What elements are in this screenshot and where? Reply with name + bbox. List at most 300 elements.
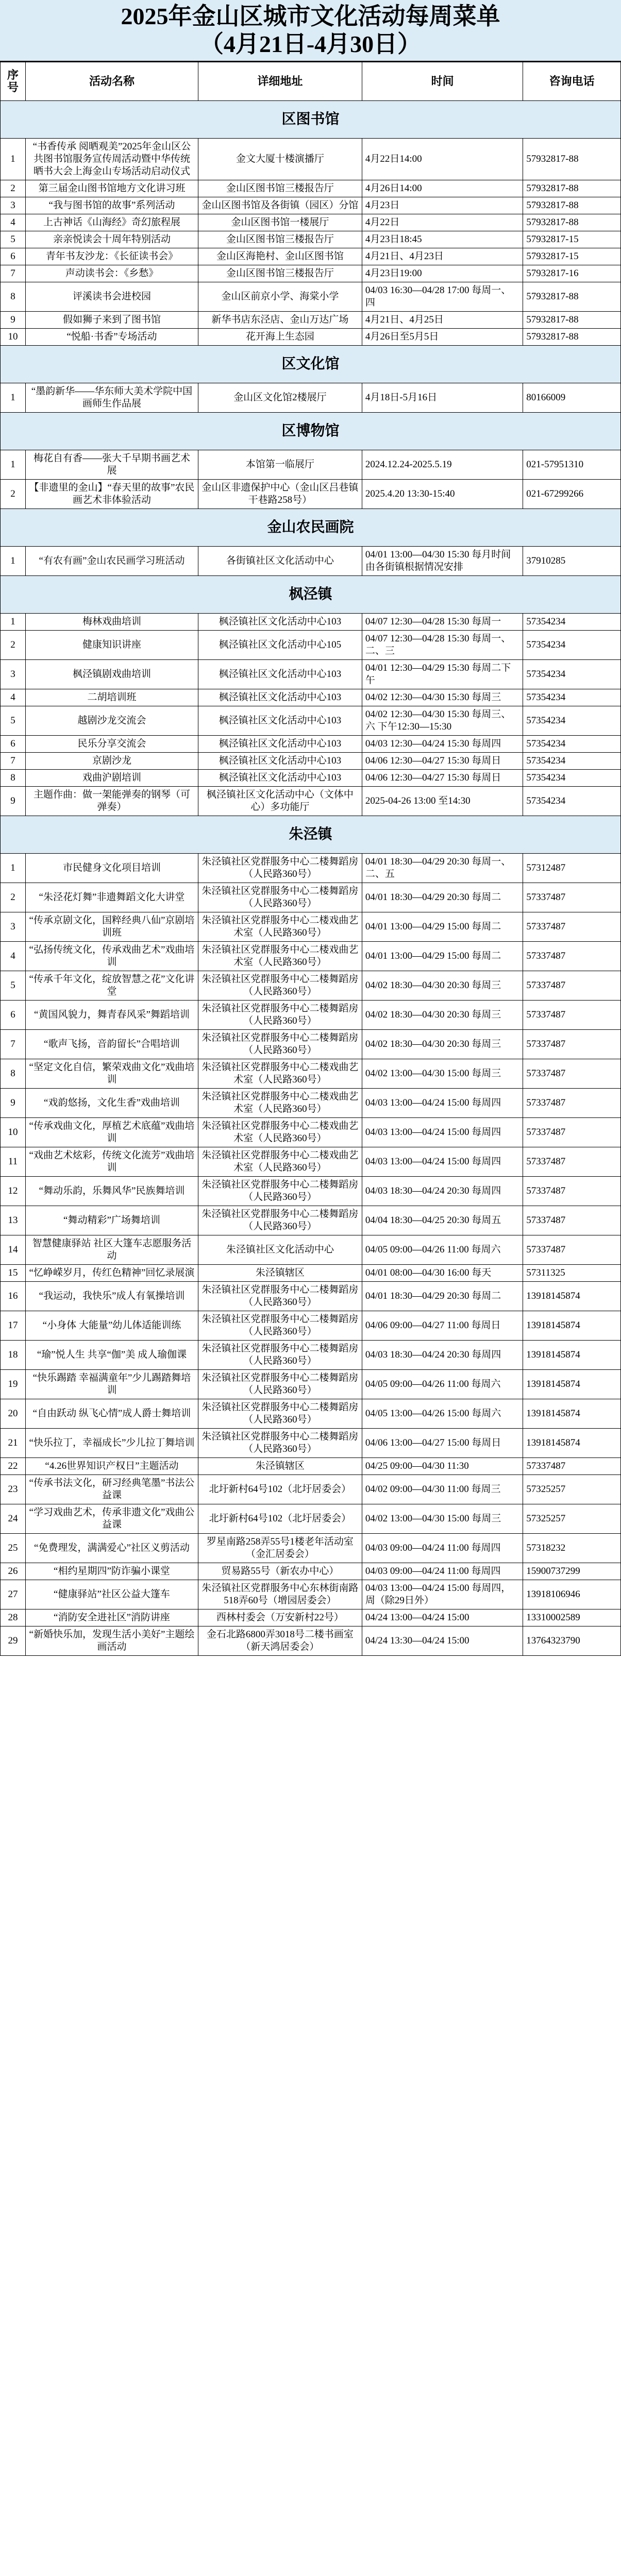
cell-number: 8 bbox=[1, 1059, 26, 1089]
cell-time: 04/24 13:30—04/24 15:00 bbox=[362, 1626, 523, 1656]
cell-activity-name: 青年书友沙龙：《长征读书会》 bbox=[26, 248, 198, 265]
cell-number: 1 bbox=[1, 854, 26, 883]
cell-number: 11 bbox=[1, 1147, 26, 1177]
cell-phone: 57337487 bbox=[523, 1030, 621, 1059]
cell-phone: 57337487 bbox=[523, 1059, 621, 1089]
cell-number: 19 bbox=[1, 1370, 26, 1399]
cell-time: 04/07 12:30—04/28 15:30 每周一、二、三 bbox=[362, 631, 523, 660]
cell-phone: 57325257 bbox=[523, 1475, 621, 1504]
table-row bbox=[1, 1282, 621, 1311]
cell-time: 04/01 18:30—04/29 20:30 每周二 bbox=[362, 1282, 523, 1311]
cell-phone: 57354234 bbox=[523, 736, 621, 753]
cell-address: 朱泾镇社区党群服务中心二楼舞蹈房（人民路360号） bbox=[198, 1399, 362, 1429]
cell-time: 4月22日14:00 bbox=[362, 139, 523, 180]
cell-phone: 13918145874 bbox=[523, 1311, 621, 1341]
title-line-2: （4月21日-4月30日） bbox=[199, 31, 422, 57]
cell-activity-name: “舞动精彩”广场舞培训 bbox=[26, 1206, 198, 1235]
cell-time: 04/03 18:30—04/24 20:30 每周四 bbox=[362, 1177, 523, 1206]
cell-phone: 57932817-88 bbox=[523, 180, 621, 197]
table-row bbox=[1, 383, 621, 413]
cell-activity-name: “传承京剧文化，国粹经典八仙”京剧培训班 bbox=[26, 912, 198, 942]
cell-address: 西林村委会（万安新村22号） bbox=[198, 1609, 362, 1626]
cell-phone: 57932817-88 bbox=[523, 214, 621, 231]
activity-table bbox=[0, 62, 621, 1656]
cell-phone: 57337487 bbox=[523, 1089, 621, 1118]
section-header-row bbox=[1, 816, 621, 854]
cell-number: 4 bbox=[1, 689, 26, 706]
cell-time: 04/04 18:30—04/25 20:30 每周五 bbox=[362, 1206, 523, 1235]
cell-phone: 57932817-88 bbox=[523, 312, 621, 329]
cell-number: 8 bbox=[1, 770, 26, 787]
table-row bbox=[1, 736, 621, 753]
cell-phone: 57337487 bbox=[523, 1177, 621, 1206]
cell-number: 3 bbox=[1, 660, 26, 689]
cell-address: 金山区图书馆三楼报告厅 bbox=[198, 231, 362, 248]
cell-address: 朱泾镇社区党群服务中心二楼戏曲艺术室（人民路360号） bbox=[198, 1147, 362, 1177]
cell-address: 枫泾镇社区文化活动中心103 bbox=[198, 689, 362, 706]
cell-phone: 13918145874 bbox=[523, 1341, 621, 1370]
cell-address: 金石北路6800弄3018号二楼书画室（新天鸿居委会） bbox=[198, 1626, 362, 1656]
cell-number: 6 bbox=[1, 248, 26, 265]
cell-number: 2 bbox=[1, 631, 26, 660]
table-row bbox=[1, 1118, 621, 1147]
table-row bbox=[1, 214, 621, 231]
cell-phone: 57337487 bbox=[523, 1118, 621, 1147]
cell-time: 2025.4.20 13:30-15:40 bbox=[362, 480, 523, 509]
cell-time: 04/01 18:30—04/29 20:30 每周一、二、五 bbox=[362, 854, 523, 883]
cell-phone: 57932817-15 bbox=[523, 231, 621, 248]
cell-time: 04/02 09:00—04/30 11:00 每周三 bbox=[362, 1475, 523, 1504]
cell-time: 04/02 18:30—04/30 20:30 每周三 bbox=[362, 971, 523, 1001]
cell-activity-name: 健康知识讲座 bbox=[26, 631, 198, 660]
table-row bbox=[1, 631, 621, 660]
cell-phone: 57337487 bbox=[523, 1206, 621, 1235]
cell-address: 朱泾镇社区党群服务中心二楼舞蹈房（人民路360号） bbox=[198, 1370, 362, 1399]
table-row bbox=[1, 1265, 621, 1282]
cell-time: 04/02 13:00—04/30 15:00 每周三 bbox=[362, 1059, 523, 1089]
cell-phone: 80166009 bbox=[523, 383, 621, 413]
cell-phone: 57318232 bbox=[523, 1534, 621, 1563]
cell-phone: 13918106946 bbox=[523, 1580, 621, 1609]
cell-phone: 57325257 bbox=[523, 1504, 621, 1534]
cell-phone: 13918145874 bbox=[523, 1370, 621, 1399]
cell-number: 3 bbox=[1, 912, 26, 942]
cell-time: 4月22日 bbox=[362, 214, 523, 231]
cell-phone: 57311325 bbox=[523, 1265, 621, 1282]
title-line-1: 2025年金山区城市文化活动每周菜单 bbox=[121, 3, 500, 29]
table-row bbox=[1, 787, 621, 816]
cell-address: 金山区图书馆三楼报告厅 bbox=[198, 180, 362, 197]
cell-time: 04/03 12:30—04/24 15:30 每周四 bbox=[362, 736, 523, 753]
cell-number: 26 bbox=[1, 1563, 26, 1580]
table-row bbox=[1, 1059, 621, 1089]
cell-address: 朱泾镇社区党群服务中心二楼舞蹈房（人民路360号） bbox=[198, 1311, 362, 1341]
table-body bbox=[1, 101, 621, 1656]
cell-address: 金山区图书馆一楼展厅 bbox=[198, 214, 362, 231]
section-title: 枫泾镇 bbox=[1, 576, 621, 614]
cell-activity-name: “朱泾花灯舞”非遗舞蹈文化大讲堂 bbox=[26, 883, 198, 912]
cell-phone: 57932817-88 bbox=[523, 282, 621, 312]
cell-address: 朱泾镇社区党群服务中心二楼舞蹈房（人民路360号） bbox=[198, 1030, 362, 1059]
table-row bbox=[1, 1030, 621, 1059]
cell-address: 金山区前京小学、海棠小学 bbox=[198, 282, 362, 312]
cell-phone: 021-67299266 bbox=[523, 480, 621, 509]
table-row bbox=[1, 1626, 621, 1656]
cell-address: 花开海上生态园 bbox=[198, 329, 362, 346]
cell-time: 04/01 18:30—04/29 20:30 每周二 bbox=[362, 883, 523, 912]
section-title: 金山农民画院 bbox=[1, 509, 621, 547]
cell-time: 4月23日 bbox=[362, 197, 523, 214]
table-row bbox=[1, 770, 621, 787]
cell-time: 04/03 09:00—04/24 11:00 每周四 bbox=[362, 1563, 523, 1580]
table-row bbox=[1, 942, 621, 971]
cell-time: 04/01 13:00—04/30 15:30 每月时间由各街镇根据情况安排 bbox=[362, 547, 523, 576]
cell-address: 金文大厦十楼演播厅 bbox=[198, 139, 362, 180]
cell-number: 8 bbox=[1, 282, 26, 312]
table-row bbox=[1, 614, 621, 631]
cell-number: 2 bbox=[1, 883, 26, 912]
table-row bbox=[1, 450, 621, 480]
cell-address: 北圩新村64号102（北圩居委会） bbox=[198, 1504, 362, 1534]
cell-time: 04/01 08:00—04/30 16:00 每天 bbox=[362, 1265, 523, 1282]
table-row bbox=[1, 971, 621, 1001]
cell-time: 04/01 12:30—04/29 15:30 每周二下午 bbox=[362, 660, 523, 689]
table-row bbox=[1, 282, 621, 312]
cell-time: 04/02 12:30—04/30 15:30 每周三 bbox=[362, 689, 523, 706]
cell-phone: 57354234 bbox=[523, 753, 621, 770]
cell-number: 6 bbox=[1, 736, 26, 753]
cell-number: 27 bbox=[1, 1580, 26, 1609]
table-row bbox=[1, 231, 621, 248]
cell-activity-name: “歌声飞扬，音韵留长”合唱培训 bbox=[26, 1030, 198, 1059]
cell-activity-name: “相约星期四”防诈骗小课堂 bbox=[26, 1563, 198, 1580]
cell-activity-name: 智慧健康驿站 社区大篷车志愿服务活动 bbox=[26, 1235, 198, 1265]
cell-activity-name: “4.26世界知识产权日”主题活动 bbox=[26, 1458, 198, 1475]
cell-activity-name: 市民健身文化项目培训 bbox=[26, 854, 198, 883]
cell-address: 枫泾镇社区文化活动中心103 bbox=[198, 660, 362, 689]
table-row bbox=[1, 854, 621, 883]
cell-number: 7 bbox=[1, 1030, 26, 1059]
cell-number: 1 bbox=[1, 383, 26, 413]
cell-address: 朱泾镇社区党群服务中心东林街南路518弄60号（增园居委会） bbox=[198, 1580, 362, 1609]
cell-phone: 57337487 bbox=[523, 942, 621, 971]
cell-time: 2025-04-26 13:00 至14:30 bbox=[362, 787, 523, 816]
cell-activity-name: 越剧沙龙交流会 bbox=[26, 706, 198, 736]
table-row bbox=[1, 1311, 621, 1341]
cell-phone: 57354234 bbox=[523, 770, 621, 787]
cell-number: 1 bbox=[1, 614, 26, 631]
cell-time: 4月23日18:45 bbox=[362, 231, 523, 248]
cell-phone: 13918145874 bbox=[523, 1282, 621, 1311]
cell-number: 9 bbox=[1, 1089, 26, 1118]
cell-activity-name: 假如狮子来到了图书馆 bbox=[26, 312, 198, 329]
cell-time: 4月26日14:00 bbox=[362, 180, 523, 197]
cell-activity-name: “小身体 大能量”幼儿体适能训练 bbox=[26, 1311, 198, 1341]
cell-address: 贸易路55号（新农办中心） bbox=[198, 1563, 362, 1580]
table-row bbox=[1, 689, 621, 706]
header-time: 时间 bbox=[362, 62, 523, 101]
cell-time: 04/02 12:30—04/30 15:30 每周三、六 下午12:30—15:30 bbox=[362, 706, 523, 736]
cell-number: 21 bbox=[1, 1429, 26, 1458]
cell-activity-name: “免费理发，满满爱心”社区义剪活动 bbox=[26, 1534, 198, 1563]
cell-phone: 15900737299 bbox=[523, 1563, 621, 1580]
cell-phone: 57932817-15 bbox=[523, 248, 621, 265]
cell-activity-name: “坚定文化自信，繁荣戏曲文化”戏曲培训 bbox=[26, 1059, 198, 1089]
cell-time: 04/03 13:00—04/24 15:00 每周四 bbox=[362, 1089, 523, 1118]
cell-activity-name: 【非遗里的金山】“春天里的故事”农民画艺术非体验活动 bbox=[26, 480, 198, 509]
cell-phone: 37910285 bbox=[523, 547, 621, 576]
cell-activity-name: “舞动乐韵，乐舞风华”民族舞培训 bbox=[26, 1177, 198, 1206]
cell-activity-name: “学习戏曲艺术，传承非遗文化”戏曲公益课 bbox=[26, 1504, 198, 1534]
cell-number: 5 bbox=[1, 706, 26, 736]
cell-phone: 57337487 bbox=[523, 1458, 621, 1475]
cell-address: 金山区文化馆2楼展厅 bbox=[198, 383, 362, 413]
cell-activity-name: 声动读书会：《乡愁》 bbox=[26, 265, 198, 282]
table-row bbox=[1, 265, 621, 282]
table-row bbox=[1, 1206, 621, 1235]
table-row bbox=[1, 1089, 621, 1118]
cell-phone: 57337487 bbox=[523, 1235, 621, 1265]
cell-phone: 57932817-16 bbox=[523, 265, 621, 282]
cell-time: 04/01 13:00—04/29 15:00 每周二 bbox=[362, 942, 523, 971]
cell-number: 28 bbox=[1, 1609, 26, 1626]
cell-address: 枫泾镇社区文化活动中心103 bbox=[198, 770, 362, 787]
cell-time: 04/05 13:00—04/26 15:00 每周六 bbox=[362, 1399, 523, 1429]
table-row bbox=[1, 547, 621, 576]
cell-number: 16 bbox=[1, 1282, 26, 1311]
cell-activity-name: “弘扬传统文化，传承戏曲艺术”戏曲培训 bbox=[26, 942, 198, 971]
cell-number: 3 bbox=[1, 197, 26, 214]
cell-number: 17 bbox=[1, 1311, 26, 1341]
cell-address: 各街镇社区文化活动中心 bbox=[198, 547, 362, 576]
cell-activity-name: “戏韵悠扬，文化生香”戏曲培训 bbox=[26, 1089, 198, 1118]
table-row bbox=[1, 660, 621, 689]
table-header-row bbox=[1, 62, 621, 101]
cell-activity-name: 戏曲沪剧培训 bbox=[26, 770, 198, 787]
cell-phone: 57354234 bbox=[523, 614, 621, 631]
table-row bbox=[1, 1429, 621, 1458]
cell-number: 1 bbox=[1, 547, 26, 576]
section-title: 区图书馆 bbox=[1, 101, 621, 139]
cell-activity-name: “有农有画”金山农民画学习班活动 bbox=[26, 547, 198, 576]
cell-time: 04/01 13:00—04/29 15:00 每周二 bbox=[362, 912, 523, 942]
cell-activity-name: “快乐拉丁，幸福成长”少儿拉丁舞培训 bbox=[26, 1429, 198, 1458]
cell-phone: 57354234 bbox=[523, 787, 621, 816]
cell-time: 04/06 12:30—04/27 15:30 每周日 bbox=[362, 770, 523, 787]
section-header-row bbox=[1, 346, 621, 383]
cell-activity-name: 主题作曲：做一架能弹奏的钢琴（可弹奏） bbox=[26, 787, 198, 816]
cell-address: 朱泾镇社区党群服务中心二楼舞蹈房（人民路360号） bbox=[198, 1282, 362, 1311]
cell-address: 罗星南路258弄55号1楼老年活动室（金汇居委会） bbox=[198, 1534, 362, 1563]
cell-activity-name: “新婚快乐加，发现生活小美好”主题绘画活动 bbox=[26, 1626, 198, 1656]
cell-number: 9 bbox=[1, 787, 26, 816]
cell-activity-name: 亲亲悦读会十周年特别活动 bbox=[26, 231, 198, 248]
table-row bbox=[1, 180, 621, 197]
cell-address: 新华书店东泾店、金山万达广场 bbox=[198, 312, 362, 329]
section-header-row bbox=[1, 413, 621, 450]
cell-time: 04/05 09:00—04/26 11:00 每周六 bbox=[362, 1370, 523, 1399]
cell-number: 2 bbox=[1, 480, 26, 509]
cell-number: 5 bbox=[1, 971, 26, 1001]
cell-phone: 57337487 bbox=[523, 1001, 621, 1030]
cell-address: 朱泾镇社区党群服务中心二楼舞蹈房（人民路360号） bbox=[198, 971, 362, 1001]
cell-address: 朱泾镇社区党群服务中心二楼舞蹈房（人民路360号） bbox=[198, 1341, 362, 1370]
table-row bbox=[1, 883, 621, 912]
cell-number: 9 bbox=[1, 312, 26, 329]
cell-activity-name: “书香传承 阅晒观美”2025年金山区公共图书馆服务宣传周活动暨中华传统晒书大会上海金山专场活动启动仪式 bbox=[26, 139, 198, 180]
table-row bbox=[1, 248, 621, 265]
cell-phone: 57337487 bbox=[523, 883, 621, 912]
cell-phone: 57312487 bbox=[523, 854, 621, 883]
cell-address: 朱泾镇辖区 bbox=[198, 1265, 362, 1282]
table-row bbox=[1, 706, 621, 736]
header-phone: 咨询电话 bbox=[523, 62, 621, 101]
cell-time: 04/03 13:00—04/24 15:00 每周四，周（除29日外） bbox=[362, 1580, 523, 1609]
cell-time: 4月18日-5月16日 bbox=[362, 383, 523, 413]
cell-address: 金山区图书馆及各街镇（园区）分馆 bbox=[198, 197, 362, 214]
cell-address: 金山区海艳村、金山区图书馆 bbox=[198, 248, 362, 265]
cell-phone: 57354234 bbox=[523, 689, 621, 706]
cell-number: 1 bbox=[1, 139, 26, 180]
table-row bbox=[1, 1001, 621, 1030]
cell-number: 5 bbox=[1, 231, 26, 248]
table-row bbox=[1, 1341, 621, 1370]
cell-number: 10 bbox=[1, 1118, 26, 1147]
section-title: 朱泾镇 bbox=[1, 816, 621, 854]
cell-number: 7 bbox=[1, 753, 26, 770]
cell-number: 29 bbox=[1, 1626, 26, 1656]
cell-phone: 57354234 bbox=[523, 706, 621, 736]
cell-activity-name: 评溪读书会进校园 bbox=[26, 282, 198, 312]
cell-time: 04/02 13:00—04/30 15:00 每周三 bbox=[362, 1504, 523, 1534]
cell-address: 朱泾镇社区党群服务中心二楼舞蹈房（人民路360号） bbox=[198, 1429, 362, 1458]
cell-address: 北圩新村64号102（北圩居委会） bbox=[198, 1475, 362, 1504]
table-row bbox=[1, 480, 621, 509]
cell-number: 15 bbox=[1, 1265, 26, 1282]
cell-activity-name: 上古神话《山海经》奇幻旅程展 bbox=[26, 214, 198, 231]
cell-time: 4月23日19:00 bbox=[362, 265, 523, 282]
cell-number: 22 bbox=[1, 1458, 26, 1475]
table-row bbox=[1, 1235, 621, 1265]
cell-time: 4月21日、4月23日 bbox=[362, 248, 523, 265]
cell-address: 朱泾镇辖区 bbox=[198, 1458, 362, 1475]
cell-phone: 57337487 bbox=[523, 912, 621, 942]
cell-address: 枫泾镇社区文化活动中心（文体中心）多功能厅 bbox=[198, 787, 362, 816]
cell-address: 金山区非遗保护中心（金山区吕巷镇干巷路258号） bbox=[198, 480, 362, 509]
cell-activity-name: “传承戏曲文化，厚植艺术底蕴”戏曲培训 bbox=[26, 1118, 198, 1147]
cell-phone: 57337487 bbox=[523, 1147, 621, 1177]
table-row bbox=[1, 1177, 621, 1206]
cell-address: 枫泾镇社区文化活动中心103 bbox=[198, 706, 362, 736]
cell-address: 枫泾镇社区文化活动中心103 bbox=[198, 614, 362, 631]
cell-activity-name: “传承书法文化，研习经典笔墨”书法公益课 bbox=[26, 1475, 198, 1504]
cell-phone: 13918145874 bbox=[523, 1399, 621, 1429]
cell-time: 4月26日至5月5日 bbox=[362, 329, 523, 346]
cell-address: 朱泾镇社区党群服务中心二楼戏曲艺术室（人民路360号） bbox=[198, 912, 362, 942]
table-row bbox=[1, 1580, 621, 1609]
cell-address: 枫泾镇社区文化活动中心103 bbox=[198, 753, 362, 770]
cell-address: 朱泾镇社区党群服务中心二楼戏曲艺术室（人民路360号） bbox=[198, 1089, 362, 1118]
cell-activity-name: 二胡培训班 bbox=[26, 689, 198, 706]
cell-activity-name: “悦船·书香”专场活动 bbox=[26, 329, 198, 346]
cell-time: 04/02 18:30—04/30 20:30 每周三 bbox=[362, 1001, 523, 1030]
cell-phone: 57932817-88 bbox=[523, 197, 621, 214]
table-row bbox=[1, 1563, 621, 1580]
cell-time: 2024.12.24-2025.5.19 bbox=[362, 450, 523, 480]
cell-activity-name: “我运动，我快乐”成人有氧操培训 bbox=[26, 1282, 198, 1311]
cell-time: 04/02 18:30—04/30 20:30 每周三 bbox=[362, 1030, 523, 1059]
cell-time: 04/05 09:00—04/26 11:00 每周六 bbox=[362, 1235, 523, 1265]
cell-address: 朱泾镇社区党群服务中心二楼舞蹈房（人民路360号） bbox=[198, 1001, 362, 1030]
cell-time: 04/06 13:00—04/27 15:00 每周日 bbox=[362, 1429, 523, 1458]
cell-number: 10 bbox=[1, 329, 26, 346]
cell-activity-name: “黄国风貌力，舞青春风采”舞蹈培训 bbox=[26, 1001, 198, 1030]
table-row bbox=[1, 1609, 621, 1626]
cell-phone: 57354234 bbox=[523, 631, 621, 660]
header-address: 详细地址 bbox=[198, 62, 362, 101]
cell-activity-name: 枫泾镇剧戏曲培训 bbox=[26, 660, 198, 689]
cell-number: 25 bbox=[1, 1534, 26, 1563]
cell-time: 04/03 18:30—04/24 20:30 每周四 bbox=[362, 1341, 523, 1370]
header-no: 序号 bbox=[1, 62, 26, 101]
section-header-row bbox=[1, 101, 621, 139]
table-row bbox=[1, 1458, 621, 1475]
table-row bbox=[1, 312, 621, 329]
cell-activity-name: 梅花自有香——张大千早期书画艺术展 bbox=[26, 450, 198, 480]
cell-activity-name: “传承千年文化，绽放智慧之花”文化讲堂 bbox=[26, 971, 198, 1001]
cell-activity-name: “健康驿站”社区公益大篷车 bbox=[26, 1580, 198, 1609]
cell-activity-name: 第三届金山图书馆地方文化讲习班 bbox=[26, 180, 198, 197]
cell-number: 1 bbox=[1, 450, 26, 480]
section-header-row bbox=[1, 509, 621, 547]
cell-number: 4 bbox=[1, 214, 26, 231]
cell-phone: 021-57951310 bbox=[523, 450, 621, 480]
cell-number: 6 bbox=[1, 1001, 26, 1030]
cell-address: 朱泾镇社区党群服务中心二楼戏曲艺术室（人民路360号） bbox=[198, 1118, 362, 1147]
cell-activity-name: “墨韵新华——华东师大美术学院中国画师生作品展 bbox=[26, 383, 198, 413]
cell-activity-name: “消防安全进社区”消防讲座 bbox=[26, 1609, 198, 1626]
table-row bbox=[1, 1504, 621, 1534]
cell-address: 朱泾镇社区党群服务中心二楼舞蹈房（人民路360号） bbox=[198, 854, 362, 883]
cell-activity-name: “我与图书馆的故事”系列活动 bbox=[26, 197, 198, 214]
cell-activity-name: “瑜”悦人生 共享“伽”美 成人瑜伽课 bbox=[26, 1341, 198, 1370]
page-title bbox=[0, 0, 621, 62]
table-row bbox=[1, 1475, 621, 1504]
cell-address: 枫泾镇社区文化活动中心105 bbox=[198, 631, 362, 660]
table-row bbox=[1, 1534, 621, 1563]
cell-time: 04/03 16:30—04/28 17:00 每周一、四 bbox=[362, 282, 523, 312]
cell-number: 12 bbox=[1, 1177, 26, 1206]
cell-activity-name: 梅林戏曲培训 bbox=[26, 614, 198, 631]
cell-activity-name: “快乐踢踏 幸福满童年”少儿踢踏舞培训 bbox=[26, 1370, 198, 1399]
cell-activity-name: “戏曲艺术炫彩，传统文化流芳”戏曲培训 bbox=[26, 1147, 198, 1177]
cell-address: 金山区图书馆三楼报告厅 bbox=[198, 265, 362, 282]
cell-number: 18 bbox=[1, 1341, 26, 1370]
table-row bbox=[1, 1399, 621, 1429]
cell-activity-name: 京剧沙龙 bbox=[26, 753, 198, 770]
cell-time: 04/24 13:00—04/24 15:00 bbox=[362, 1609, 523, 1626]
cell-number: 13 bbox=[1, 1206, 26, 1235]
table-row bbox=[1, 329, 621, 346]
cell-address: 朱泾镇社区党群服务中心二楼舞蹈房（人民路360号） bbox=[198, 1177, 362, 1206]
cell-address: 朱泾镇社区文化活动中心 bbox=[198, 1235, 362, 1265]
cell-number: 20 bbox=[1, 1399, 26, 1429]
cell-phone: 57932817-88 bbox=[523, 139, 621, 180]
cell-number: 14 bbox=[1, 1235, 26, 1265]
cell-phone: 13764323790 bbox=[523, 1626, 621, 1656]
cell-number: 4 bbox=[1, 942, 26, 971]
cell-phone: 57337487 bbox=[523, 971, 621, 1001]
